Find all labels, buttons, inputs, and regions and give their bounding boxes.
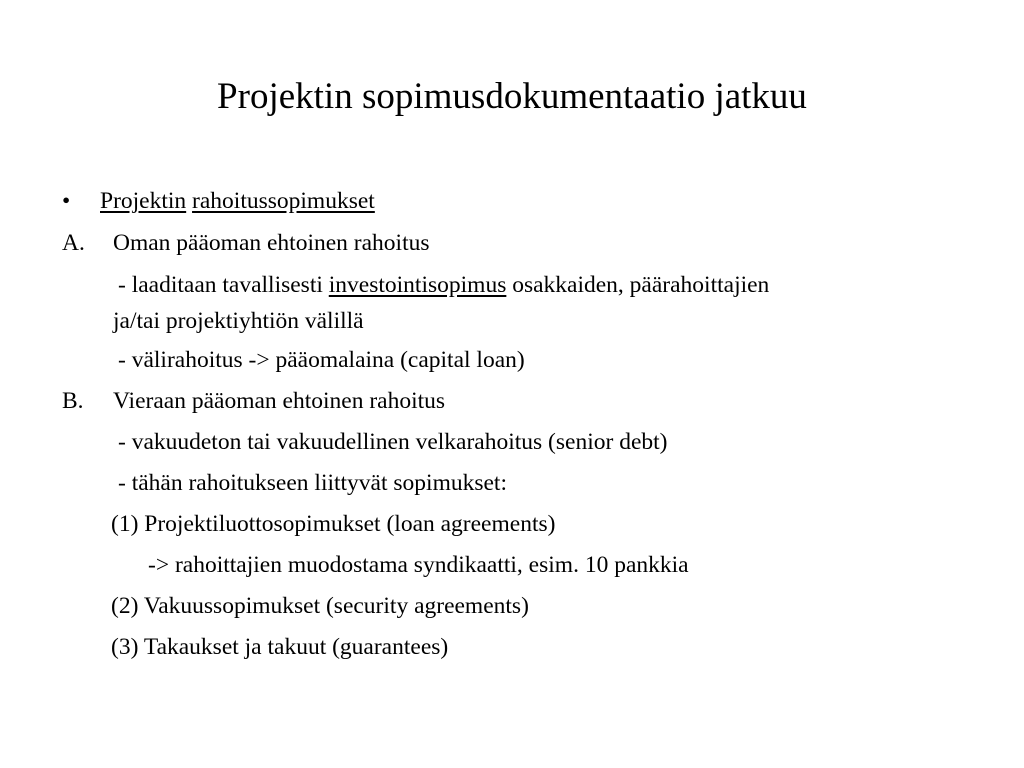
section-b-item2: - tähän rahoitukseen liittyvät sopimukset: [118,470,507,496]
section-a-marker: A. [62,230,85,256]
section-a-item1-pre: - laaditaan tavallisesti [118,272,323,298]
bullet-word-projektin: Projektin [100,188,187,214]
section-a-item1 [118,270,769,301]
section-b-sub1-note: -> rahoittajien muodostama syndikaatti, esim. 10 pankkia [148,552,689,578]
section-b-sub3: (3) Takaukset ja takuut (guarantees) [111,634,449,660]
section-b-sub2: (2) Vakuussopimukset (security agreements) [111,593,529,619]
slide-title: Projektin sopimusdokumentaatio jatkuu [217,76,807,117]
section-a-heading: Oman pääoman ehtoinen rahoitus [113,230,430,256]
section-b-marker: B. [62,388,84,414]
section-a-item1-underlined: investointisopimus [328,272,507,298]
section-b-item1: - vakuudeton tai vakuudellinen velkarahoitus (senior debt) [118,429,668,455]
bullet-heading [100,186,375,217]
section-a-item1-continuation: ja/tai projektiyhtiön välillä [113,308,364,334]
section-a-item1-post: osakkaiden, päärahoittajien [512,272,770,298]
section-b-sub1: (1) Projektiluottosopimukset (loan agreements) [111,511,556,537]
bullet-dot-icon: • [62,188,71,214]
section-b-heading: Vieraan pääoman ehtoinen rahoitus [113,388,446,414]
section-a-item2: - välirahoitus -> pääomalaina (capital loan) [118,347,525,373]
bullet-word-rahoitussopimukset: rahoitussopimukset [192,188,375,214]
